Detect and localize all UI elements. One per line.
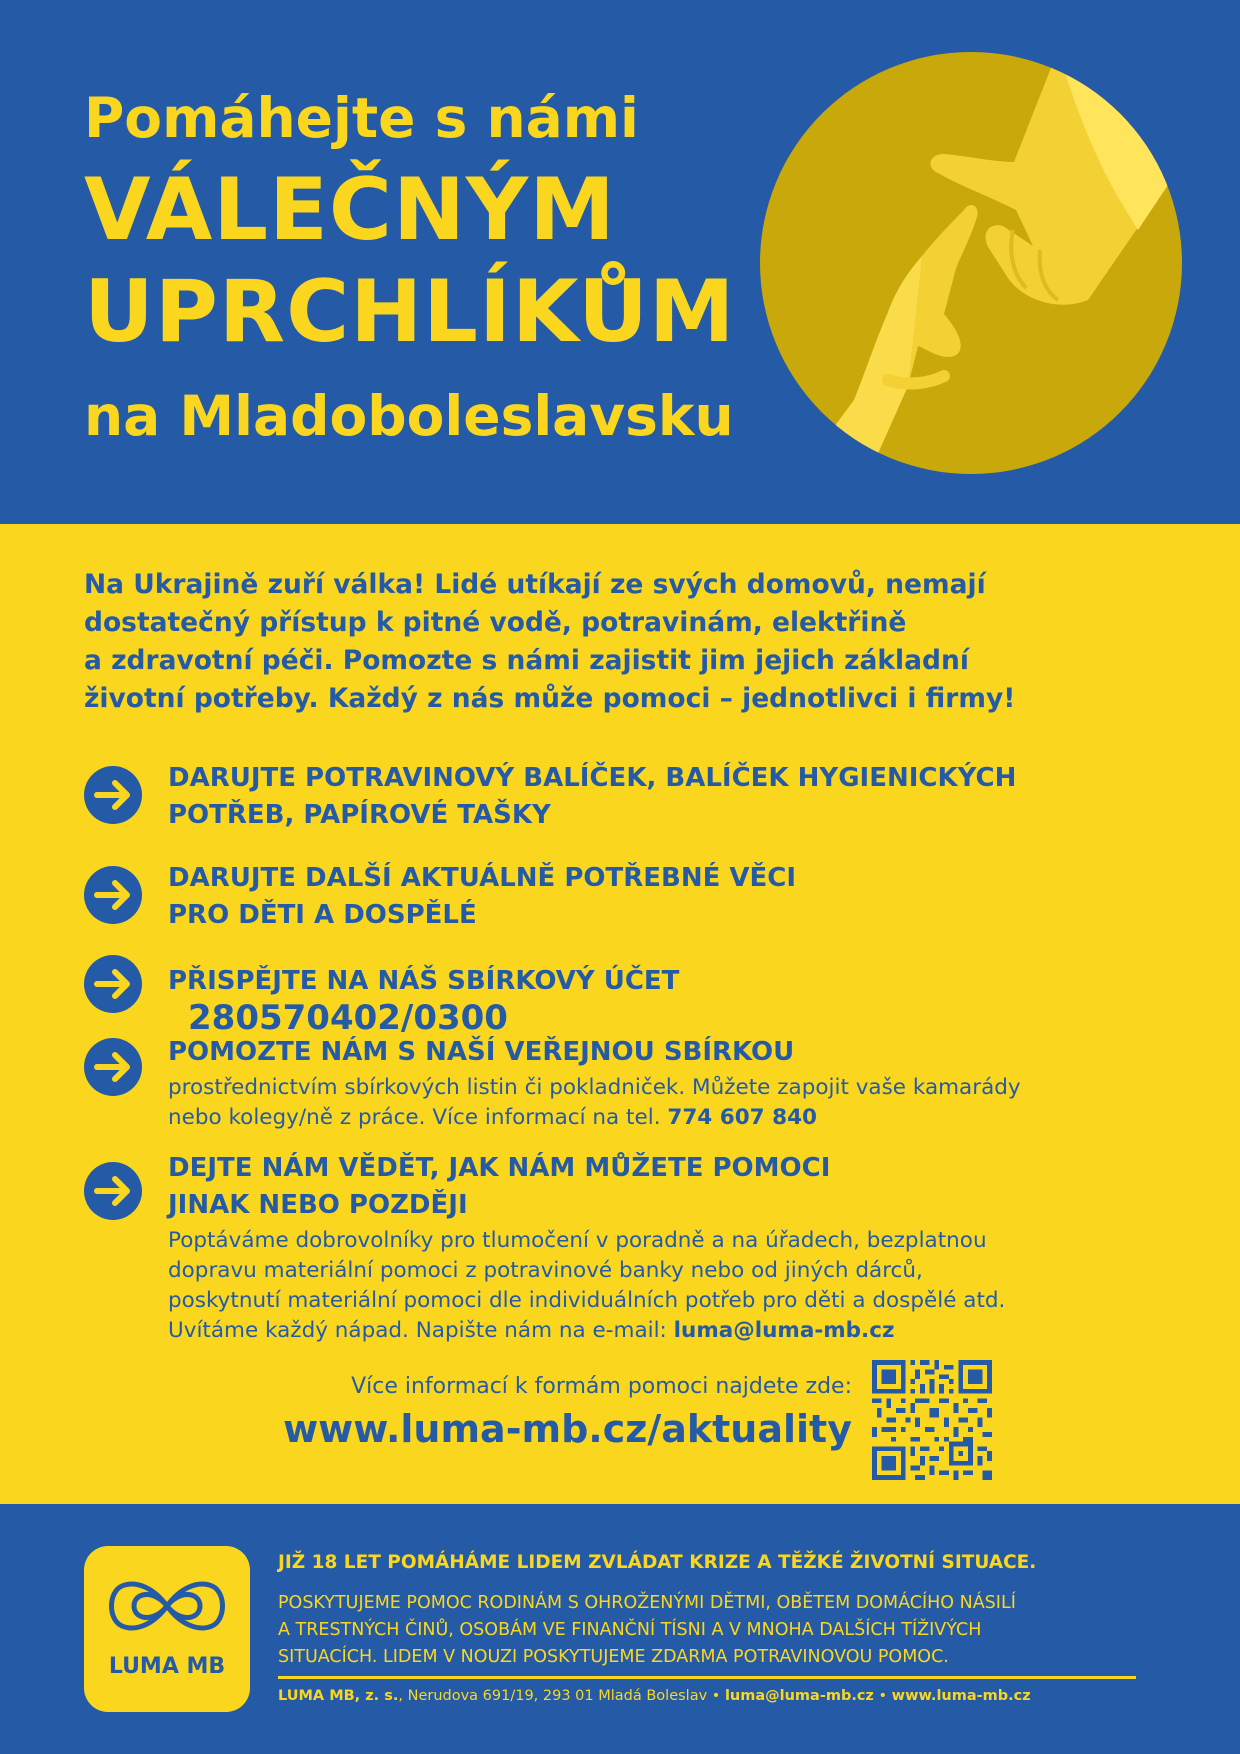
arrow-right-circle-icon bbox=[84, 866, 142, 924]
infinity-heart-logo-icon bbox=[104, 1574, 230, 1638]
qr-code-icon[interactable] bbox=[872, 1360, 992, 1480]
arrow-right-circle-icon bbox=[84, 766, 142, 824]
footer-description-line: SITUACÍCH. LIDEM V NOUZI POSKYTUJEME ZDARMA POTRAVINOVOU POMOC. bbox=[278, 1647, 949, 1667]
luma-mb-logo bbox=[84, 1546, 250, 1712]
intro-line: Na Ukrajině zuří válka! Lidé utíkají ze svých domovů, nemají bbox=[84, 569, 986, 600]
help-item-text: dopravu materiální pomoci z potravinové banky nebo od jiných dárců, bbox=[168, 1258, 923, 1283]
intro-line: životní potřeby. Každý z nás může pomoci – jednotlivci i firmy! bbox=[84, 683, 1016, 714]
more-info-block bbox=[283, 1374, 852, 1451]
email-link[interactable]: luma@luma-mb.cz bbox=[673, 1318, 895, 1343]
arrow-right-circle-icon bbox=[84, 1162, 142, 1220]
help-item-heading: DARUJTE DALŠÍ AKTUÁLNĚ POTŘEBNÉ VĚCI bbox=[168, 863, 797, 893]
website-link[interactable]: www.luma-mb.cz/aktuality bbox=[283, 1407, 852, 1451]
logo-text: LUMA MB bbox=[108, 1654, 226, 1679]
help-item-heading: POMOZTE NÁM S NAŠÍ VEŘEJNOU SBÍRKOU bbox=[168, 1037, 795, 1067]
arrow-right-circle-icon bbox=[84, 955, 142, 1013]
help-item-heading: PŘISPĚJTE NA NÁŠ SBÍRKOVÝ ÚČET bbox=[168, 966, 680, 996]
footer-divider bbox=[278, 1676, 1136, 1679]
org-name: LUMA MB, z. s. bbox=[278, 1688, 399, 1704]
org-address: , Nerudova 691/19, 293 01 Mladá Boleslav • bbox=[398, 1688, 725, 1704]
help-item-heading: DARUJTE POTRAVINOVÝ BALÍČEK, BALÍČEK HYGIENICKÝCH bbox=[168, 763, 1017, 793]
separator: • bbox=[873, 1688, 892, 1704]
footer-banner bbox=[0, 1504, 1240, 1754]
help-item-heading: POTŘEB, PAPÍROVÉ TAŠKY bbox=[168, 800, 551, 830]
help-item-heading: DEJTE NÁM VĚDĚT, JAK NÁM MŮŽETE POMOCI bbox=[168, 1153, 831, 1183]
footer-description-line: POSKYTUJEME POMOC RODINÁM S OHROŽENÝMI DĚTMI, OBĚTEM DOMÁCÍHO NÁSILÍ bbox=[278, 1593, 1016, 1613]
headline-line-1: Pomáhejte s námi bbox=[84, 86, 639, 150]
header-banner bbox=[0, 0, 1240, 524]
footer-contact bbox=[278, 1688, 1031, 1704]
arrow-right-circle-icon bbox=[84, 1038, 142, 1096]
help-item-heading: PRO DĚTI A DOSPĚLÉ bbox=[168, 900, 477, 930]
intro-line: dostatečný přístup k pitné vodě, potravinám, elektřině bbox=[84, 607, 907, 638]
helping-hands-illustration bbox=[758, 50, 1184, 476]
headline-line-2: VÁLEČNÝM bbox=[84, 160, 616, 260]
help-item-text: prostřednictvím sbírkových listin či pokladniček. Můžete zapojit vaše kamarády bbox=[168, 1075, 1021, 1100]
help-item-text: poskytnutí materiální pomoci dle individuálních potřeb pro děti a dospělé atd. bbox=[168, 1288, 1006, 1313]
help-item-text: Poptáváme dobrovolníky pro tlumočení v poradně a na úřadech, bezplatnou bbox=[168, 1228, 987, 1253]
footer-description bbox=[278, 1590, 1016, 1671]
more-info-label: Více informací k formám pomoci najdete zde: bbox=[351, 1374, 852, 1399]
footer-description-line: A TRESTNÝCH ČINŮ, OSOBÁM VE FINANČNÍ TÍSNI A V MNOHA DALŠÍCH TÍŽIVÝCH bbox=[278, 1620, 982, 1640]
help-item-text: nebo kolegy/ně z práce. Více informací na tel. bbox=[168, 1105, 661, 1130]
footer-email-link[interactable]: luma@luma-mb.cz bbox=[724, 1688, 874, 1704]
phone-number[interactable]: 774 607 840 bbox=[667, 1105, 817, 1130]
help-item-text: Uvítáme každý nápad. Napište nám na e-mail: bbox=[168, 1318, 667, 1343]
intro-line: a zdravotní péči. Pomozte s námi zajistit jim jejich základní bbox=[84, 645, 969, 676]
headline-line-4: na Mladoboleslavsku bbox=[84, 384, 734, 448]
bank-account-number: 280570402/0300 bbox=[188, 998, 508, 1038]
headline-line-3: UPRCHLÍKŮM bbox=[84, 262, 736, 362]
footer-title: JIŽ 18 LET POMÁHÁME LIDEM ZVLÁDAT KRIZE A TĚŽKÉ ŽIVOTNÍ SITUACE. bbox=[278, 1552, 1037, 1573]
help-item-heading: JINAK NEBO POZDĚJI bbox=[168, 1190, 468, 1220]
intro-paragraph bbox=[84, 566, 1164, 718]
footer-web-link[interactable]: www.luma-mb.cz bbox=[891, 1688, 1031, 1704]
